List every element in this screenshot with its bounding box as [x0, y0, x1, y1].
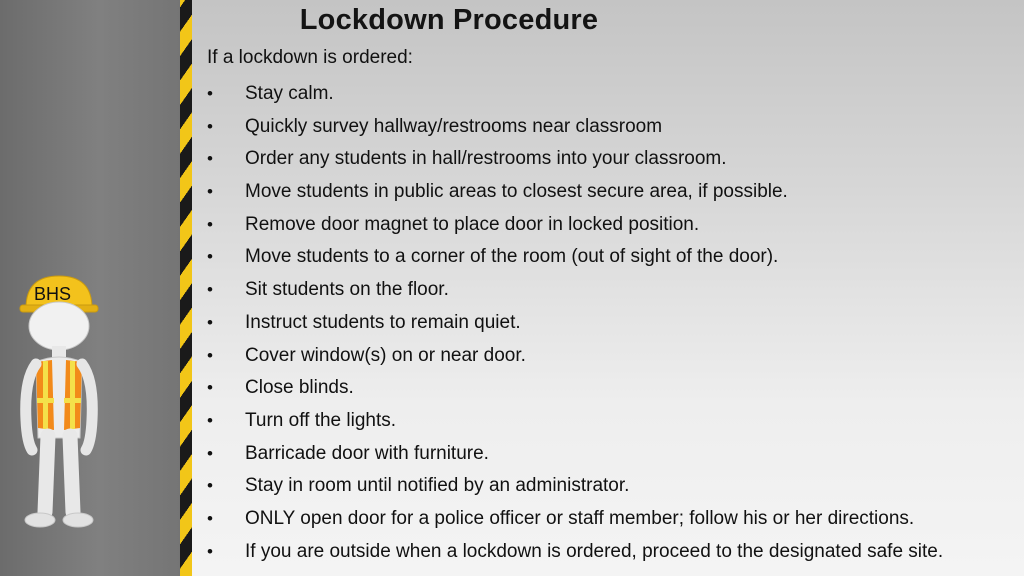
bullet-icon: • — [207, 312, 213, 332]
list-item-text: If you are outside when a lockdown is ordered, proceed to the designated safe site. — [245, 540, 944, 562]
bullet-icon: • — [207, 149, 213, 169]
list-item-text: Sit students on the floor. — [245, 279, 449, 301]
list-item-text: ONLY open door for a police officer or staff member; follow his or her directions. — [245, 507, 915, 529]
list-item-text: Barricade door with furniture. — [245, 442, 489, 464]
list-item-text: Instruct students to remain quiet. — [245, 311, 521, 333]
list-item-text: Stay calm. — [245, 83, 334, 104]
intro-text: If a lockdown is ordered: — [207, 47, 413, 68]
bullet-icon: • — [207, 214, 213, 234]
list-item-text: Order any students in hall/restrooms into your classroom. — [245, 148, 727, 170]
head-shape — [29, 302, 89, 350]
bullet-icon: • — [207, 541, 213, 561]
bullet-icon: • — [207, 476, 213, 496]
list-item-text: Stay in room until notified by an administrator. — [245, 475, 630, 497]
bullet-icon: • — [207, 247, 213, 267]
list-item-text: Close blinds. — [245, 377, 354, 399]
helmet-label: BHS — [34, 284, 72, 304]
bullet-icon: • — [207, 443, 213, 463]
slide-title: Lockdown Procedure — [299, 4, 599, 36]
bullet-icon: • — [207, 345, 213, 365]
construction-worker-figure-icon — [14, 270, 104, 540]
bullet-icon: • — [207, 378, 213, 398]
bullet-icon: • — [207, 280, 213, 300]
bullet-icon: • — [207, 508, 213, 528]
list-item-text: Move students to a corner of the room (out of sight of the door). — [245, 246, 779, 268]
hazard-stripe — [180, 0, 192, 576]
list-item-text: Cover window(s) on or near door. — [245, 344, 526, 366]
list-item-text: Move students in public areas to closest secure area, if possible. — [245, 181, 788, 203]
list-item-text: Quickly survey hallway/restrooms near classroom — [245, 115, 663, 137]
bullet-icon: • — [207, 116, 213, 136]
bullet-icon: • — [207, 182, 213, 202]
list-item-text: Turn off the lights. — [245, 409, 397, 431]
bullet-icon: • — [207, 410, 213, 430]
list-item-text: Remove door magnet to place door in locked position. — [245, 213, 700, 235]
bullet-icon: • — [207, 84, 213, 103]
